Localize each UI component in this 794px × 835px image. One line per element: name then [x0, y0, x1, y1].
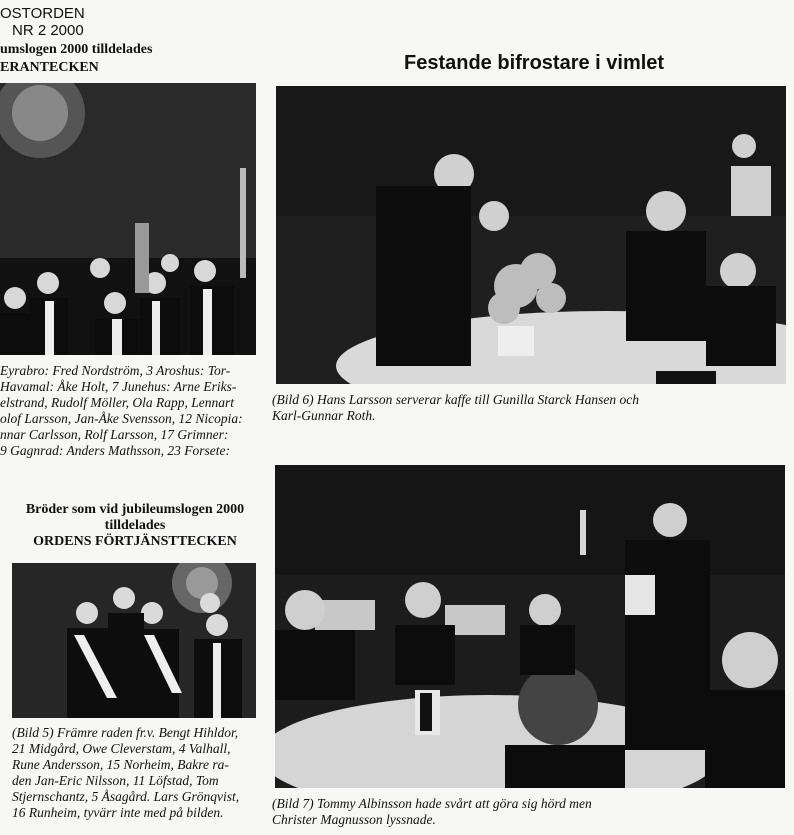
caption-line: Stjernschantz, 5 Åsagård. Lars Grönqvist,	[12, 789, 240, 804]
caption-line: Karl-Gunnar Roth.	[272, 408, 376, 423]
bild5-caption	[12, 725, 262, 821]
caption-line: 21 Midgård, Owe Cleverstam, 4 Valhall,	[12, 741, 231, 756]
award-heading-line: tilldelades	[104, 518, 166, 533]
caption-line: olof Larsson, Jan-Åke Svensson, 12 Nicopia:	[0, 411, 243, 426]
award-heading	[10, 502, 260, 550]
left-photo-caption	[0, 363, 260, 459]
section-heading-2: ERANTECKEN	[0, 60, 99, 75]
masthead-title: OSTORDEN	[0, 5, 85, 22]
bild6-photo	[276, 86, 786, 384]
article-headline: Festande bifrostare i vimlet	[404, 52, 665, 74]
caption-line: Christer Magnusson lyssnade.	[272, 812, 436, 827]
bild6-caption	[272, 392, 787, 424]
award-heading-line: Bröder som vid jubileumslogen 2000	[25, 502, 245, 517]
caption-line: Havamal: Åke Holt, 7 Junehus: Arne Eriks-	[0, 379, 237, 394]
caption-line: (Bild 7) Tommy Albinsson hade svårt att göra sig hörd men	[272, 796, 592, 811]
caption-line: 16 Runheim, tyvärr inte med på bilden.	[12, 805, 224, 820]
caption-line: (Bild 5) Främre raden fr.v. Bengt Hihldor,	[12, 725, 239, 740]
caption-line: den Jan-Eric Nilsson, 11 Löfstad, Tom	[12, 773, 219, 788]
caption-line: Eyrabro: Fred Nordström, 3 Aroshus: Tor-	[0, 363, 231, 378]
caption-line: 9 Gagnrad: Anders Mathsson, 23 Forsete:	[0, 443, 230, 458]
bild7-photo	[275, 465, 785, 788]
caption-line: (Bild 6) Hans Larsson serverar kaffe till Gunilla Starck Hansen och	[272, 392, 639, 407]
group-photo-top-left	[0, 83, 256, 355]
section-heading-1: umslogen 2000 tilldelades	[0, 42, 153, 57]
caption-line: elstrand, Rudolf Möller, Ola Rapp, Lennart	[0, 395, 234, 410]
issue-number: NR 2 2000	[12, 22, 84, 39]
bild5-photo	[12, 563, 256, 718]
award-heading-line: ORDENS FÖRTJÄNSTTECKEN	[33, 534, 237, 549]
caption-line: nnar Carlsson, Rolf Larsson, 17 Grimner:	[0, 427, 229, 442]
bild7-caption	[272, 796, 787, 828]
caption-line: Rune Andersson, 15 Norheim, Bakre ra-	[12, 757, 229, 772]
